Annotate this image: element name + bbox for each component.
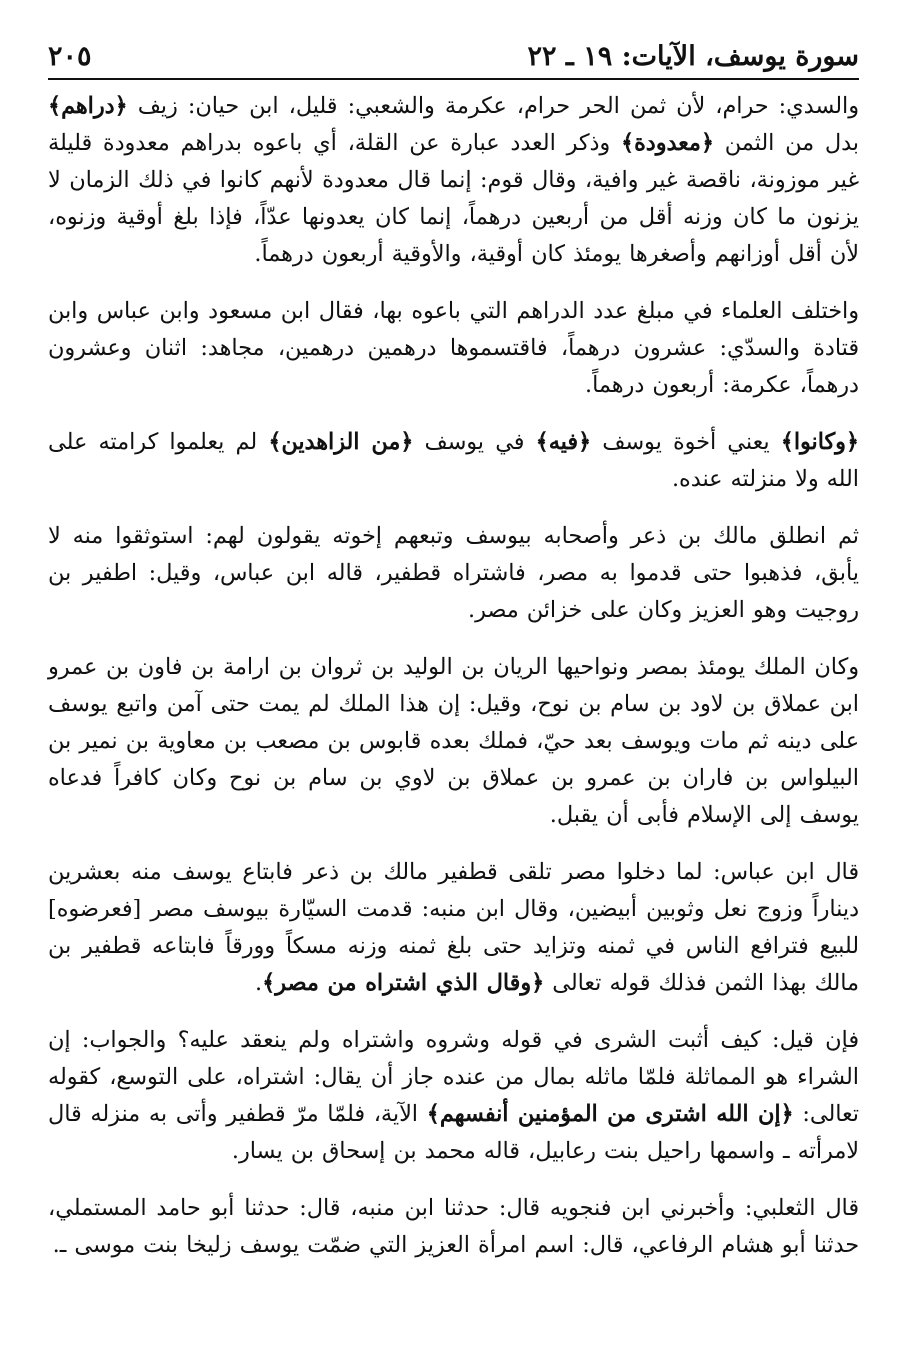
text-run: ثم انطلق مالك بن ذعر وأصحابه بيوسف وتبعهم إخوته يقولون لهم: استوثقوا منه لا يأبق، فذهبوا حتى قدموا به مصر، فاشتراه قطفير، قاله ابن عباس، وقيل: اطفير بن روجيت وهو العزيز وكان على خزائن مصر. [48, 523, 859, 623]
quran-quote: ﴿دراهم﴾ [48, 93, 128, 119]
paragraph [48, 1190, 859, 1264]
text-run: بدل من الثمن [713, 130, 859, 156]
header-title: سورة يوسف، الآيات: ١٩ ـ ٢٢ [527, 41, 859, 72]
text-run: الآية، فلمّا مرّ قطفير وأتى به منزله قال لامرأته ـ واسمها راحيل بنت رعابيل، قاله محمد بن إسحاق بن يسار. [48, 1101, 859, 1164]
quran-quote: ﴿إن الله اشترى من المؤمنين أنفسهم﴾ [426, 1101, 794, 1127]
text-run: فإن قيل: كيف أثبت الشرى في قوله وشروه واشتراه ولم ينعقد عليه؟ والجواب: إن الشراء هو المماثلة فلمّا ماثله بمال من عنده جاز أن يقال: اشتراه، على التوسع، كقوله تعالى: [48, 1027, 860, 1127]
page-number: ٢٠٥ [48, 41, 92, 72]
text-run: والسدي: حرام، لأن ثمن الحر حرام، عكرمة والشعبي: قليل، ابن حيان: زيف [127, 93, 859, 119]
paragraph [48, 854, 859, 1002]
paragraph [48, 518, 859, 629]
quran-quote: ﴿معدودة﴾ [621, 130, 714, 156]
paragraph [48, 293, 859, 404]
quran-quote: ﴿وكانوا﴾ [780, 429, 859, 455]
text-run: في يوسف [413, 429, 536, 455]
running-header [48, 34, 859, 80]
paragraph [48, 649, 859, 834]
paragraph [48, 424, 859, 498]
quran-quote: ﴿فيه﴾ [535, 429, 592, 455]
text-run: . [255, 970, 263, 996]
quran-quote: ﴿من الزاهدين﴾ [268, 429, 414, 455]
text-run: واختلف العلماء في مبلغ عدد الدراهم التي باعوه بها، فقال ابن مسعود وابن عباس وابن قتادة والسدّي: عشرون درهماً، فاقتسموها درهمين درهمين، مجاهد: اثنان وعشرون درهماً، عكرمة: أربعون درهماً. [48, 298, 859, 398]
text-run: لم يعلموا كرامته على الله ولا منزلته عنده. [48, 429, 859, 492]
text-run: وكان الملك يومئذ بمصر ونواحيها الريان بن الوليد بن ثروان بن ارامة بن فاون بن عمرو ابن عملاق بن لاود بن سام بن نوح، وقيل: إن هذا الملك لم يمت حتى آمن واتبع يوسف على دينه ثم مات ويوسف بعد حيّ، فملك بعده قابوس بن مصعب بن معاوية بن نمير بن البيلواس بن فاران بن عمرو بن عملاق بن لاوي بن سام بن نوح وكان كافراً فدعاه يوسف إلى الإسلام فأبى أن يقبل. [48, 654, 859, 828]
text-run: قال الثعلبي: وأخبرني ابن فنجويه قال: حدثنا ابن منبه، قال: حدثنا أبو حامد المستملي، حدثنا أبو هشام الرفاعي، قال: اسم امرأة العزيز التي ضمّت يوسف زليخا بنت موسى ـ. [48, 1195, 859, 1258]
quran-quote: ﴿وقال الذي اشتراه من مصر﴾ [262, 970, 545, 996]
text-run: وذكر العدد عبارة عن القلة، أي باعوه بدراهم معدودة قليلة غير موزونة، ناقصة غير وافية، وقال قوم: إنما قال معدودة لأنهم كانوا في ذلك الزمان لا يزنون ما كان وزنه أقل من أربعين درهماً، إنما كان يعدونها عدّاً، فإذا بلغ أوقية وزنوه، لأن أقل أوزانهم وأصغرها يومئذ كان أوقية، والأوقية أربعون درهماً. [48, 130, 859, 267]
paragraph [48, 88, 859, 273]
paragraph [48, 1022, 859, 1170]
text-run: قال ابن عباس: لما دخلوا مصر تلقى قطفير مالك بن ذعر فابتاع يوسف منه بعشرين ديناراً وزوج نعل وثوبين أبيضين، وقال ابن منبه: قدمت السيّارة بيوسف مصر [فعرضوه] للبيع فترافع الناس في ثمنه وتزايد حتى بلغ ثمنه وزنه مسكاً وورقاً فابتاعه قطفير بن مالك بهذا الثمن فذلك قوله تعالى [48, 859, 859, 996]
text-run: يعني أخوة يوسف [591, 429, 781, 455]
page-body [48, 88, 859, 1264]
